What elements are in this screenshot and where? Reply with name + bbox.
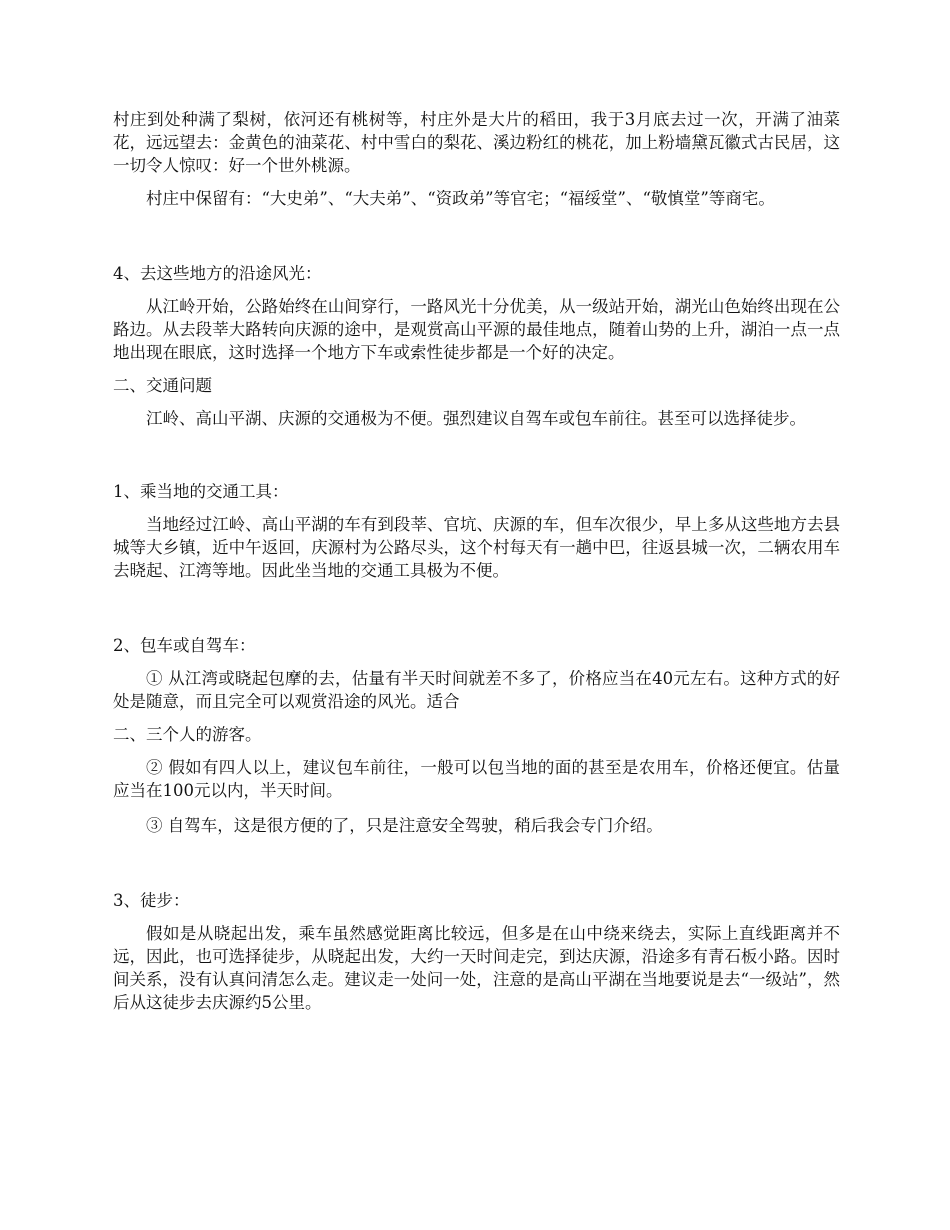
paragraph-route-scenery: 从江岭开始，公路始终在山间穿行，一路风光十分优美，从一级站开始，湖光山色始终出现在公路边。从去段莘大路转向庆源的途中，是观赏高山平源的最佳地点，随着山势的上升，湖泊一点一点地出现在眼底，这时选择一个地方下车或索性徒步都是一个好的决定。 — [113, 297, 840, 362]
paragraph-local-transport: 当地经过江岭、高山平湖的车有到段莘、官坑、庆源的车，但车次很少，早上多从这些地方去县城等大乡镇，近中午返回，庆源村为公路尽头，这个村每天有一趟中巴，往返县城一次，二辆农用车去晓起、江湾等地。因此坐当地的交通工具极为不便。 — [113, 515, 840, 580]
document-page — [113, 108, 840, 1014]
heading-hiking: 3、徒步： — [113, 891, 190, 910]
paragraph-village-buildings: 村庄中保留有：“大史弟”、“大夫弟”、“资政弟”等官宅；“福绥堂”、“敬慎堂”等商宅。 — [146, 189, 775, 208]
paragraph-option-2: ② 假如有四人以上，建议包车前往，一般可以包当地的面的甚至是农用车，价格还便宜。估量应当在100元以内，半天时间。 — [113, 758, 840, 800]
paragraph-village-scenery: 村庄到处种满了梨树，依河还有桃树等，村庄外是大片的稻田，我于3月底去过一次，开满了油菜花，远远望去：金黄色的油菜花、村中雪白的梨花、溪边粉红的桃花，加上粉墙黛瓦徽式古民居，这一切令人惊叹：好一个世外桃源。 — [113, 110, 840, 175]
heading-transport: 二、交通问题 — [113, 376, 212, 395]
heading-charter-or-drive: 2、包车或自驾车： — [113, 636, 256, 655]
paragraph-option-1: ① 从江湾或晓起包摩的去，估量有半天时间就差不多了，价格应当在40元左右。这种方式的好处是随意，而且完全可以观赏沿途的风光。适合 — [113, 669, 840, 711]
paragraph-option-3: ③ 自驾车，这是很方便的了，只是注意安全驾驶，稍后我会专门介绍。 — [146, 816, 663, 835]
paragraph-hiking: 假如是从晓起出发，乘车虽然感觉距离比较远，但多是在山中绕来绕去，实际上直线距离并不远，因此，也可选择徒步，从晓起出发，大约一天时间走完，到达庆源，沿途多有青石板小路。因时间关系，没有认真问清怎么走。建议走一处问一处，注意的是高山平湖在当地要说是去“一级站”，然后从这徒步去庆源约5公里。 — [113, 924, 840, 1012]
heading-local-transport: 1、乘当地的交通工具： — [113, 482, 289, 501]
paragraph-transport: 江岭、高山平湖、庆源的交通极为不便。强烈建议自驾车或包车前往。甚至可以选择徒步。 — [146, 409, 806, 428]
heading-route-scenery: 4、去这些地方的沿途风光： — [113, 264, 322, 283]
paragraph-option-1-continued: 二、三个人的游客。 — [113, 725, 262, 744]
